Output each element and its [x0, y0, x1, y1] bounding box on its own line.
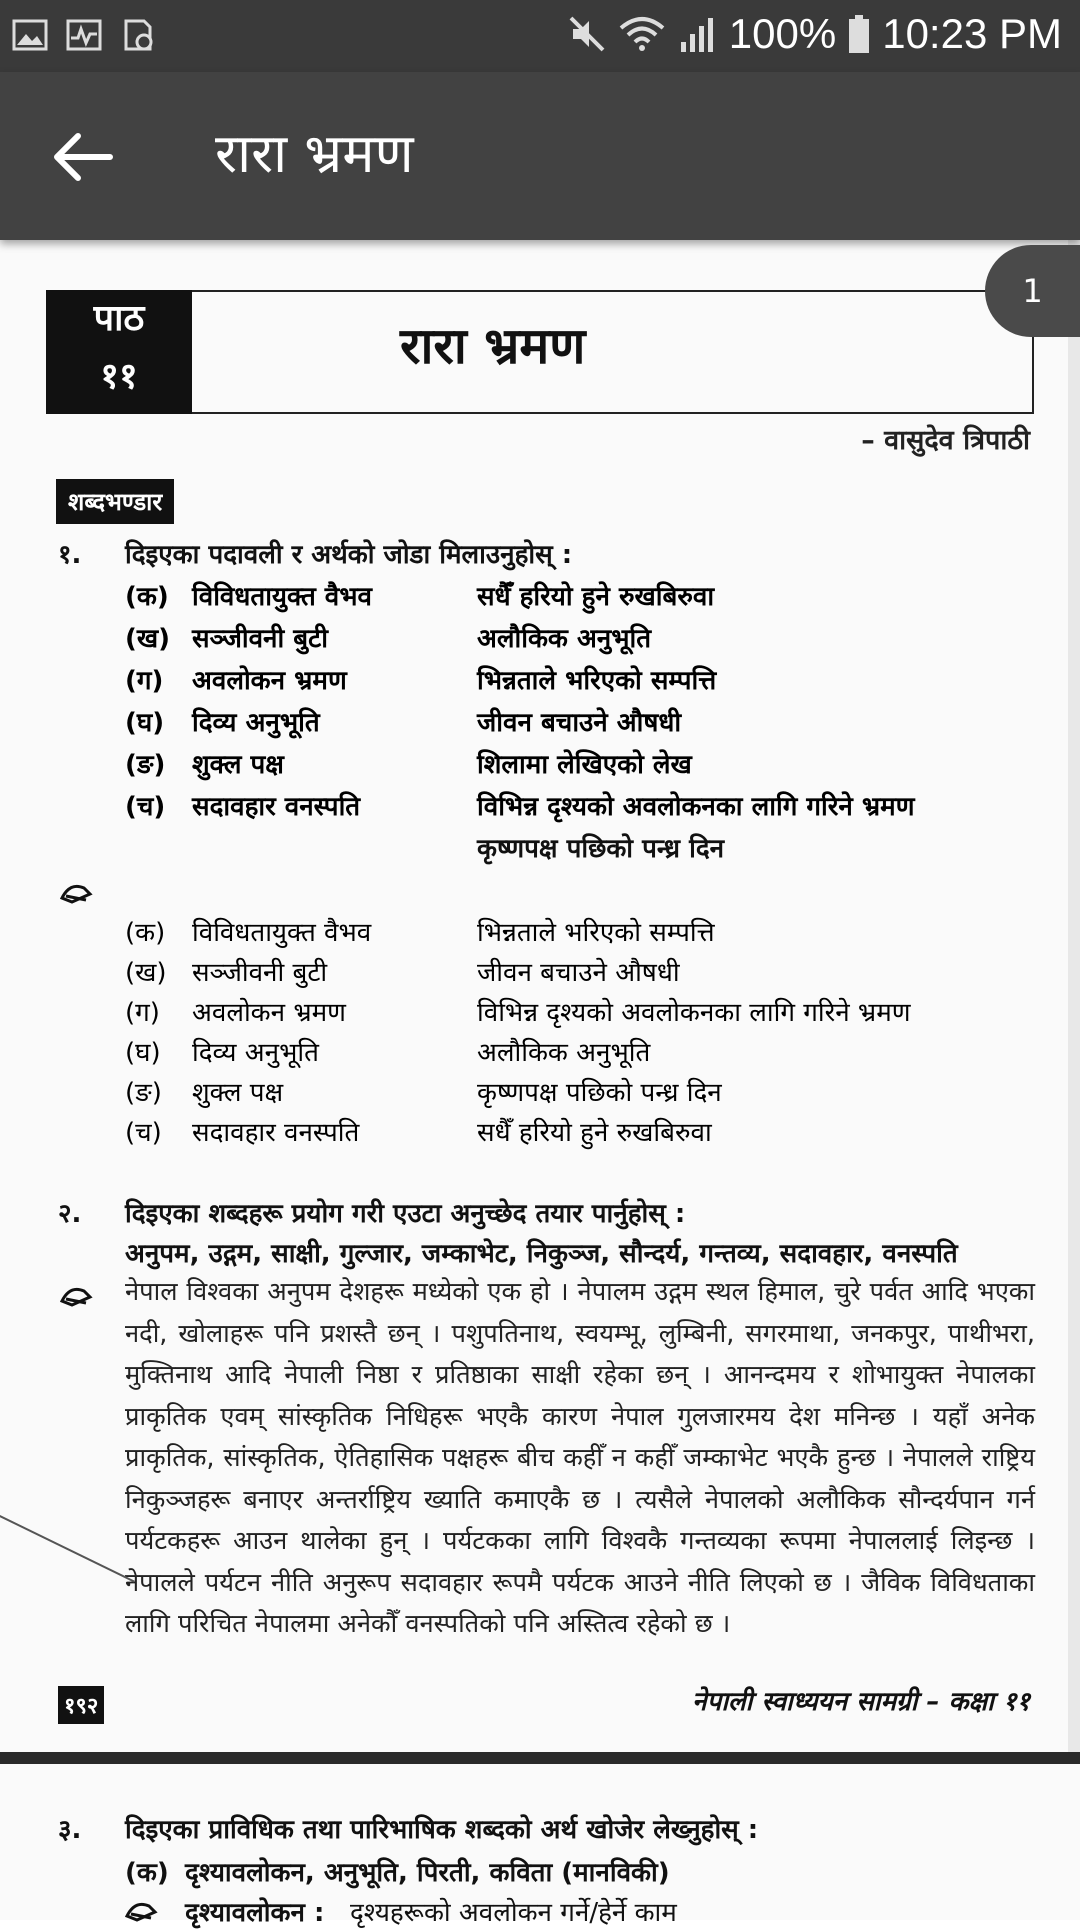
book-title: नेपाली स्वाध्ययन सामग्री – कक्षा ११ [692, 1687, 1030, 1717]
book-page-number: १९२ [58, 1686, 104, 1724]
row-meaning: विभिन्न दृश्यको अवलोकनका लागि गरिने भ्रमण [477, 998, 911, 1028]
answer-row [0, 913, 1080, 953]
row-label: (ग) [125, 666, 164, 696]
answer-row [0, 1033, 1080, 1073]
q3-answer-text: दृश्यहरूको अवलोकन गर्ने/हेर्ने काम [350, 1898, 677, 1928]
row-term: अवलोकन भ्रमण [192, 998, 346, 1028]
q2-words: अनुपम, उद्गम, साक्षी, गुल्जार, जम्काभेट, निकुञ्ज, सौन्दर्य, गन्तव्य, सदावहार, वनस्पति [125, 1239, 958, 1269]
page-title: रारा भ्रमण [215, 122, 414, 185]
q3-text: दिइएका प्राविधिक तथा पारिभाषिक शब्दको अर्थ खोजेर लेख्नुहोस् : [125, 1815, 759, 1845]
wifi-icon [619, 14, 665, 54]
q1-row [0, 787, 1080, 827]
mute-icon [567, 14, 607, 54]
q1-row [0, 661, 1080, 701]
q2-text: दिइएका शब्दहरू प्रयोग गरी एउटा अनुच्छेद तयार पार्नुहोस् : [125, 1199, 686, 1229]
row-meaning: सधैँ हरियो हुने रुखबिरुवा [477, 1118, 712, 1148]
row-term: शुक्ल पक्ष [192, 1078, 284, 1108]
answer-row [0, 1113, 1080, 1153]
activity-icon [66, 18, 102, 52]
row-meaning: जीवन बचाउने औषधी [477, 708, 682, 738]
row-meaning: सधैँ हरियो हुने रुखबिरुवा [477, 582, 715, 612]
q1-number: १. [58, 540, 82, 570]
battery-percent: 100% [728, 10, 837, 57]
answer-row [0, 993, 1080, 1033]
q2-number: २. [58, 1199, 82, 1229]
row-meaning: अलौकिक अनुभूति [477, 624, 652, 654]
row-label: (च) [125, 792, 166, 822]
pencil-icon [60, 880, 94, 906]
row-term: सञ्जीवनी बुटी [192, 958, 328, 988]
row-term: विविधतायुक्त वैभव [192, 918, 372, 948]
row-meaning: भिन्नताले भरिएको सम्पत्ति [477, 918, 715, 948]
row-meaning: शिलामा लेखिएको लेख [477, 750, 692, 780]
image-icon [12, 18, 48, 52]
answer-row [0, 953, 1080, 993]
q1-text: दिइएका पदावली र अर्थको जोडा मिलाउनुहोस् : [125, 540, 573, 570]
row-term: दिव्य अनुभूति [192, 708, 320, 738]
lesson-tag-label: पाठ [93, 298, 145, 339]
row-label: (ख) [125, 624, 171, 654]
q1-row [0, 619, 1080, 659]
arrow-left-icon[interactable] [48, 122, 118, 192]
row-term: सञ्जीवनी बुटी [192, 624, 328, 654]
row-term: शुक्ल पक्ष [192, 750, 284, 780]
lesson-number: ११ [100, 356, 138, 397]
row-term: विविधतायुक्त वैभव [192, 582, 373, 612]
battery-icon [848, 14, 870, 54]
row-term: सदावहार वनस्पति [192, 1118, 360, 1148]
q3-a-label: (क) [125, 1858, 169, 1888]
q2-answer-paragraph: नेपाल विश्वका अनुपम देशहरू मध्येको एक हो । नेपालम उद्गम स्थल हिमाल, चुरे पर्वत आदि भएका नदी, खोलाहरू पनि प्रशस्तै छन् । पशुपतिनाथ, स्वयम्भू, लुम्बिनी, सगरमाथा, जनकपुर, पाथीभरा, मुक्तिनाथ आदि नेपाली निष्ठा र प्रतिष्ठाका साक्षी रहेका छन् । आनन्दमय र शोभायुक्त नेपालका प्राकृतिक एवम् सांस्कृतिक निधिहरू भएकै कारण नेपाल गुलजारमय देश मनिन्छ । यहाँ अनेक प्राकृतिक, सांस्कृतिक, ऐतिहासिक पक्षहरू बीच कहीँ न कहीँ जम्काभेट भएकै हुन्छ । नेपालले राष्ट्रिय निकुञ्जहरू बनाएर अन्तर्राष्ट्रिय ख्याति कमाएकै छ । त्यसैले नेपालको अलौकिक सौन्दर्यपान गर्न पर्यटकहरू आउन थालेका हुन् । पर्यटकका लागि विश्वकै गन्तव्यका रूपमा नेपाललाई लिइन्छ । नेपालले पर्यटन नीति अनुरूप सदावहार रूपमै पर्यटक आउने नीति लिएको छ । जैविक विविधताका लागि परिचित नेपालमा अनेकौँ वनस्पतिको पनि अस्तित्व रहेको छ । [125, 1277, 1035, 1639]
q3-answer-term: दृश्यावलोकन : [185, 1898, 325, 1928]
lesson-title: रारा भ्रमण [400, 317, 586, 375]
row-meaning: विभिन्न दृश्यको अवलोकनका लागि गरिने भ्रमण [477, 792, 915, 822]
row-meaning: जीवन बचाउने औषधी [477, 958, 680, 988]
app-bar [0, 72, 1080, 240]
row-term: अवलोकन भ्रमण [192, 666, 347, 696]
row-meaning: कृष्णपक्ष पछिको पन्ध्र दिन [477, 1078, 722, 1108]
q1-row [0, 703, 1080, 743]
q3-number: ३. [58, 1815, 82, 1845]
lesson-tag [46, 290, 192, 414]
section-label: शब्दभण्डार [56, 479, 174, 524]
signal-icon [677, 14, 717, 54]
author: – वासुदेव त्रिपाठी [861, 425, 1030, 456]
q1-row [0, 577, 1080, 617]
row-label: (च) [125, 1118, 162, 1148]
sd-card-icon [120, 18, 156, 52]
row-term: सदावहार वनस्पति [192, 792, 361, 822]
row-label: (क) [125, 918, 166, 948]
pencil-icon [60, 1283, 94, 1309]
clock: 10:23 PM [882, 10, 1062, 57]
row-label: (ङ) [125, 1078, 162, 1108]
q1-row [0, 745, 1080, 785]
pencil-icon [125, 1898, 159, 1924]
row-meaning: भिन्नताले भरिएको सम्पत्ति [477, 666, 717, 696]
row-label: (ख) [125, 958, 167, 988]
q1-extra-meaning: कृष्णपक्ष पछिको पन्ध्र दिन [477, 834, 725, 864]
page-indicator: 1 [985, 245, 1080, 337]
row-label: (ङ) [125, 750, 166, 780]
status-bar [0, 0, 1080, 72]
row-label: (ग) [125, 998, 160, 1028]
row-label: (घ) [125, 1038, 161, 1068]
page-divider [0, 1752, 1080, 1764]
q3-a-text: दृश्यावलोकन, अनुभूति, पिरती, कविता (मानविकी) [185, 1858, 670, 1888]
row-meaning: अलौकिक अनुभूति [477, 1038, 651, 1068]
row-label: (घ) [125, 708, 165, 738]
row-label: (क) [125, 582, 169, 612]
answer-row [0, 1073, 1080, 1113]
row-term: दिव्य अनुभूति [192, 1038, 319, 1068]
